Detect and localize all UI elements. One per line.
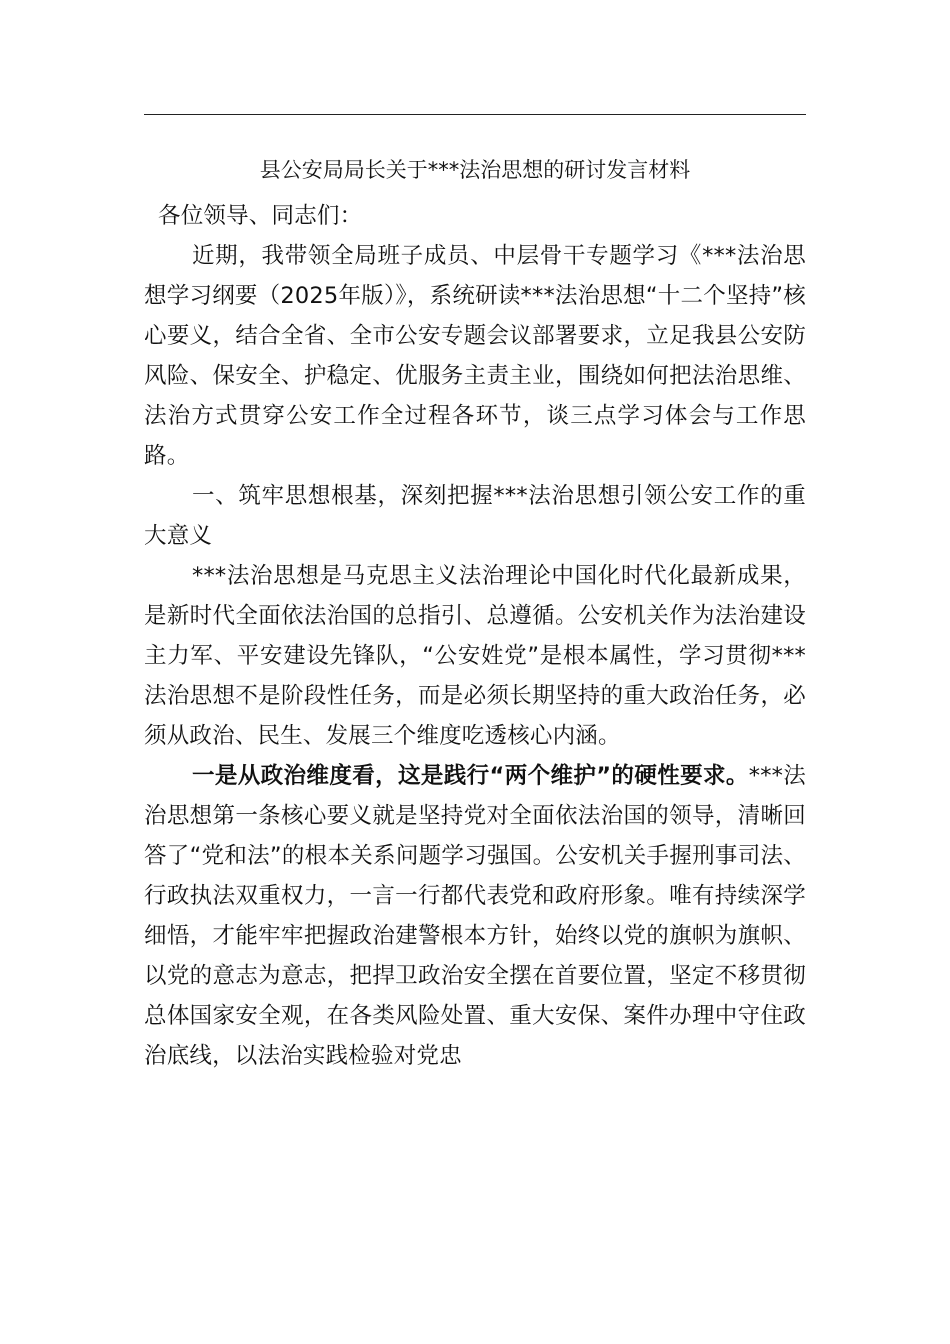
document-title: 县公安局局长关于***法治思想的研讨发言材料	[259, 158, 691, 182]
intro-paragraph: 近期，我带领全局班子成员、中层骨干专题学习《***法治思想学习纲要（2025年版）》，系统研读***法治思想“十二个坚持”核心要义，结合全省、全市公安专题会议部署要求，立足我县公安防风险、保安全、护稳定、优服务主责主业，围绕如何把法治思维、法治方式贯穿公安工作全过程各环节，谈三点学习体会与工作思路。	[144, 243, 806, 469]
header-rule	[144, 114, 806, 115]
document-body	[144, 196, 806, 1076]
salutation: 各位领导、同志们：	[158, 203, 363, 229]
point-1-lead: 一是从政治维度看，这是践行“两个维护”的硬性要求。	[192, 763, 749, 789]
point-1-paragraph	[144, 756, 806, 1076]
section-heading-1: 一、筑牢思想根基，深刻把握***法治思想引领公安工作的重大意义	[144, 483, 806, 549]
point-1-body: ***法治思想第一条核心要义就是坚持党对全面依法治国的领导，清晰回答了“党和法”的根本关系问题学习强国。公安机关手握刑事司法、行政执法双重权力，一言一行都代表党和政府形象。唯有持续深学细悟，才能牢牢把握政治建警根本方针，始终以党的旗帜为旗帜、以党的意志为意志，把捍卫政治安全摆在首要位置，坚定不移贯彻总体国家安全观，在各类风险处置、重大安保、案件办理中守住政治底线，以法治实践检验对党忠	[144, 763, 806, 1069]
section-1-paragraph: ***法治思想是马克思主义法治理论中国化时代化最新成果，是新时代全面依法治国的总指引、总遵循。公安机关作为法治建设主力军、平安建设先锋队，“公安姓党”是根本属性，学习贯彻***法治思想不是阶段性任务，而是必须长期坚持的重大政治任务，必须从政治、民生、发展三个维度吃透核心内涵。	[144, 563, 806, 749]
